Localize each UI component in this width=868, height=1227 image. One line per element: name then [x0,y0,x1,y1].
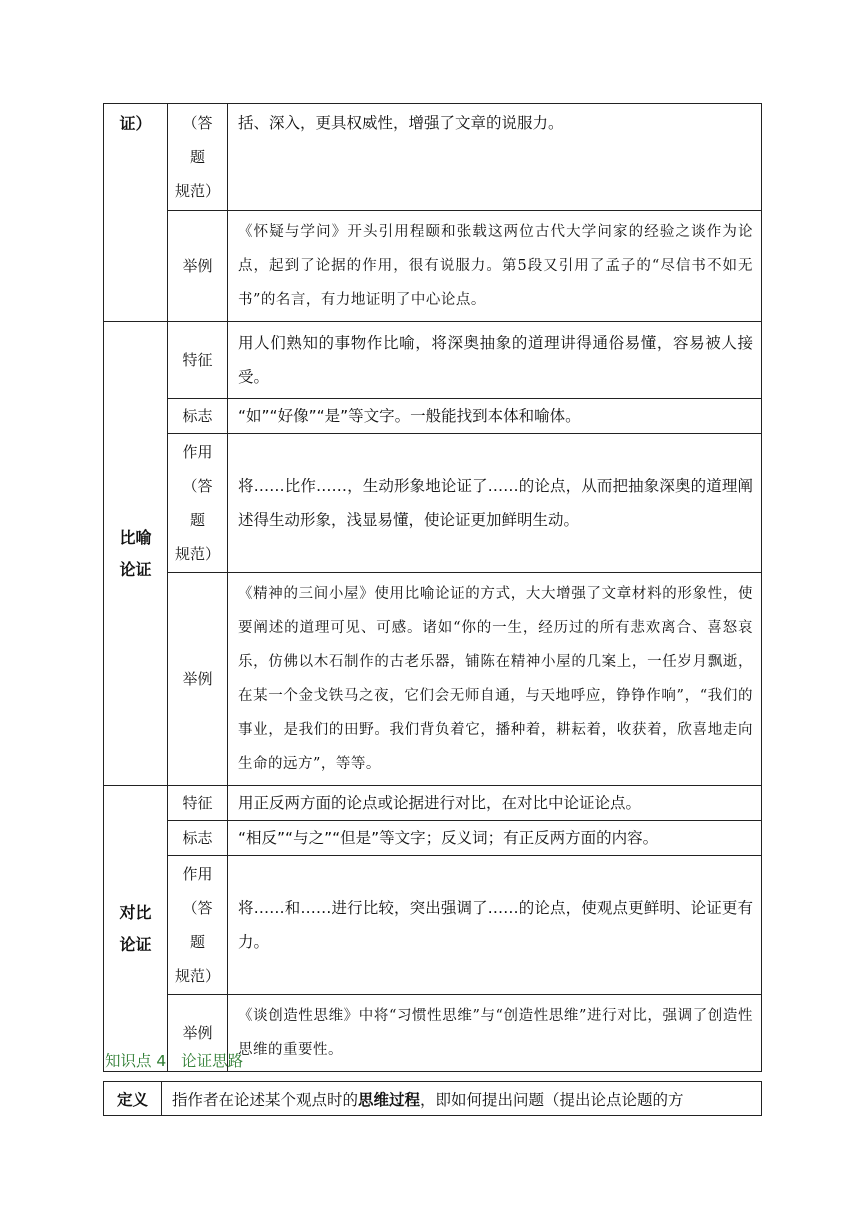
effect-text: 括、深入，更具权威性，增强了文章的说服力。 [228,104,762,211]
table-row [104,434,762,573]
label-line: 规范） [174,182,220,200]
table-row [104,211,762,322]
effect-text: 将……和……进行比较，突出强调了……的论点，使观点更鲜明、论证更有力。 [228,856,762,995]
section-heading [105,1049,243,1071]
table-row [104,786,762,821]
label-line: 作用 [182,865,213,883]
sign-label: 标志 [168,399,228,434]
label-line: 题 [189,511,205,529]
definition-text [162,1082,762,1116]
section-title: 论证思路 [181,1052,244,1070]
example-text: 《谈创造性思维》中将“习惯性思维”与“创造性思维”进行对比，强调了创造性思维的重要性。 [228,995,762,1072]
category-label: 论证 [119,559,152,579]
table-row [104,322,762,399]
label-line: （答 [182,114,213,132]
example-label: 举例 [168,211,228,322]
category-cell [104,104,168,322]
table-row [104,399,762,434]
section-number: 知识点 4 [105,1052,167,1070]
sign-text: “相反”“与之”“但是”等文字；反义词；有正反两方面的内容。 [228,821,762,856]
feature-label: 特征 [168,786,228,821]
effect-label-cell [168,856,228,995]
definition-text-part: ，即如何提出问题（提出论点论题的方 [420,1090,684,1109]
label-line: （答 [182,477,213,495]
sign-text: “如”“好像”“是”等文字。一般能找到本体和喻体。 [228,399,762,434]
feature-label: 特征 [168,322,228,399]
example-label: 举例 [168,995,228,1072]
definition-table [103,1081,762,1116]
label-line: 题 [189,933,205,951]
sign-label: 标志 [168,821,228,856]
label-line: 规范） [174,967,220,985]
table-row [104,1082,762,1116]
category-label: 对比 [119,902,152,922]
table-row [104,821,762,856]
effect-text: 将……比作……，生动形象地论证了……的论点，从而把抽象深奥的道理阐述得生动形象，浅显易懂，使论证更加鲜明生动。 [228,434,762,573]
category-cell [104,322,168,786]
category-label: 比喻 [119,527,152,547]
category-label: 论证 [119,934,152,954]
example-text: 《精神的三间小屋》使用比喻论证的方式，大大增强了文章材料的形象性，使要阐述的道理可见、可感。诸如“你的一生，经历过的所有悲欢离合、喜怒哀乐，仿佛以木石制作的古老乐器，铺陈在精神小屋的几案上，一任岁月飘逝，在某一个金戈铁马之夜，它们会无师自通，与天地呼应，铮铮作响”，“我们的事业，是我们的田野。我们背负着它，播种着，耕耘着，收获着，欣喜地走向生命的远方”，等等。 [228,573,762,786]
example-text: 《怀疑与学问》开头引用程颐和张载这两位古代大学问家的经验之谈作为论点，起到了论据的作用，很有说服力。第5段又引用了孟子的“尽信书不如无书”的名言，有力地证明了中心论点。 [228,211,762,322]
argument-methods-table [103,103,762,1072]
definition-key-term: 思维过程 [358,1090,421,1109]
effect-label-cell [168,434,228,573]
table-row [104,856,762,995]
category-label: 证） [119,114,152,133]
table-row [104,104,762,211]
definition-label: 定义 [104,1082,162,1116]
example-label: 举例 [168,573,228,786]
effect-label-cell [168,104,228,211]
table-row [104,573,762,786]
label-line: （答 [182,899,213,917]
feature-text: 用人们熟知的事物作比喻，将深奥抽象的道理讲得通俗易懂，容易被人接受。 [228,322,762,399]
category-cell [104,786,168,1072]
label-line: 规范） [174,545,220,563]
feature-text: 用正反两方面的论点或论据进行对比，在对比中论证论点。 [228,786,762,821]
label-line: 题 [189,148,205,166]
definition-text-part: 指作者在论述某个观点时的 [172,1090,359,1109]
label-line: 作用 [182,443,213,461]
